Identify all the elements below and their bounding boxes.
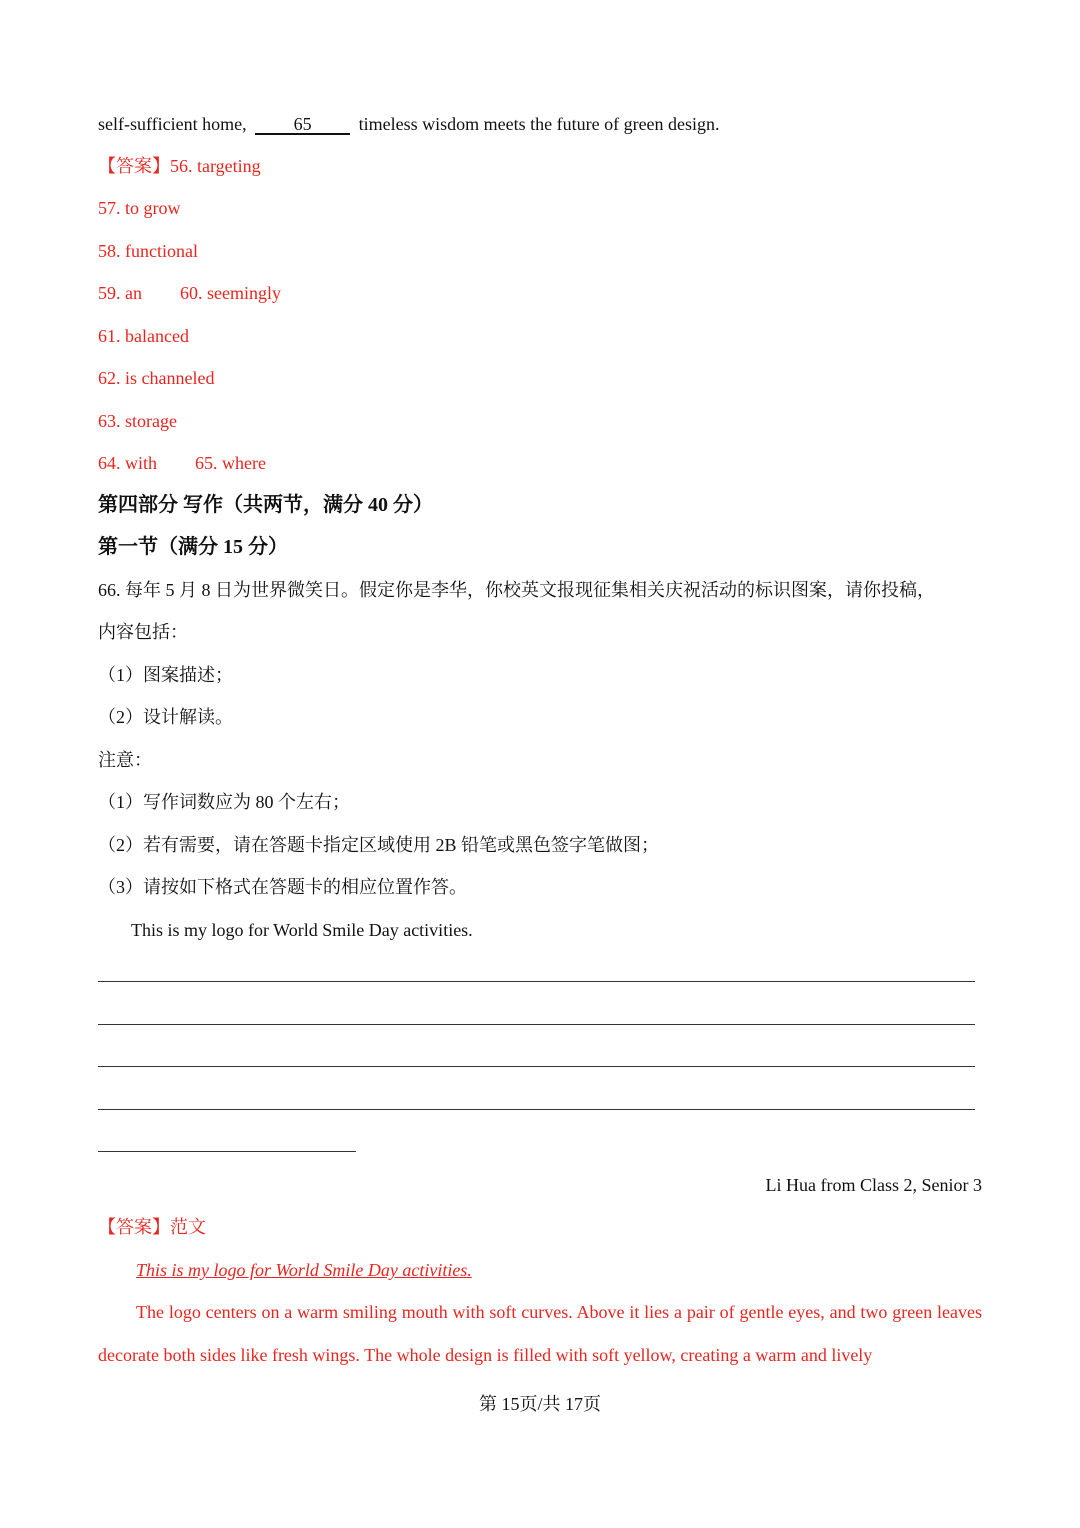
passage-text-start: self-sufficient home, <box>98 114 247 134</box>
answer-line <box>98 1109 975 1110</box>
answer-line <box>98 1024 975 1025</box>
part-title: 第四部分 写作（共两节，满分 40 分） <box>98 494 433 516</box>
answer-63: 63. storage <box>98 411 177 431</box>
answer-64: 64. with <box>98 453 158 473</box>
answer-line <box>98 1066 975 1067</box>
answer-59: 59. an <box>98 283 142 303</box>
passage-text-end: timeless wisdom meets the future of green design. <box>358 114 720 134</box>
note-1: （1）写作词数应为 80 个左右； <box>98 792 350 812</box>
model-answer-label: 【答案】范文 <box>98 1217 206 1237</box>
answer-row-64-65 <box>98 451 266 475</box>
answer-62: 62. is channeled <box>98 368 215 388</box>
question-text-line1: 66. 每年 5 月 8 日为世界微笑日。假定你是李华，你校英文报现征集相关庆祝活动的标识图案，请你投稿， <box>98 580 935 600</box>
passage-line <box>98 112 720 136</box>
answer-61: 61. balanced <box>98 326 189 346</box>
model-answer-paragraph: The logo centers on a warm smiling mouth with soft curves. Above it lies a pair of gentle eyes, and two green leaves decorate both sides like fresh wings. The whole design is filled with soft yellow, creating a warm and lively <box>98 1302 982 1365</box>
question-item-2: （2）设计解读。 <box>98 707 233 727</box>
question-text-line2: 内容包括： <box>98 622 188 642</box>
note-label: 注意： <box>98 750 152 770</box>
answer-line-short <box>98 1151 356 1152</box>
answer-65: 65. where <box>195 453 266 473</box>
answer-row-59-60 <box>98 281 281 305</box>
model-answer-opening <box>136 1258 472 1282</box>
subsection-title: 第一节（满分 15 分） <box>98 536 288 558</box>
note-2: （2）若有需要，请在答题卡指定区域使用 2B 铅笔或黑色签字笔做图； <box>98 835 660 855</box>
answer-60: 60. seemingly <box>180 283 281 303</box>
page-number: 第 15页/共 17页 <box>478 1394 601 1414</box>
answer-57: 57. to grow <box>98 198 181 218</box>
model-answer-opening-text: This is my logo for World Smile Day activities. <box>136 1260 472 1280</box>
question-item-1: （1）图案描述； <box>98 665 233 685</box>
answer-blank-65: 65 <box>255 115 350 135</box>
signature: Li Hua from Class 2, Senior 3 <box>765 1175 982 1195</box>
answer-56: 【答案】56. targeting <box>98 156 261 176</box>
answer-line <box>98 981 975 982</box>
note-3: （3）请按如下格式在答题卡的相应位置作答。 <box>98 877 467 897</box>
answer-58: 58. functional <box>98 241 198 261</box>
writing-opening: This is my logo for World Smile Day activities. <box>131 920 473 940</box>
